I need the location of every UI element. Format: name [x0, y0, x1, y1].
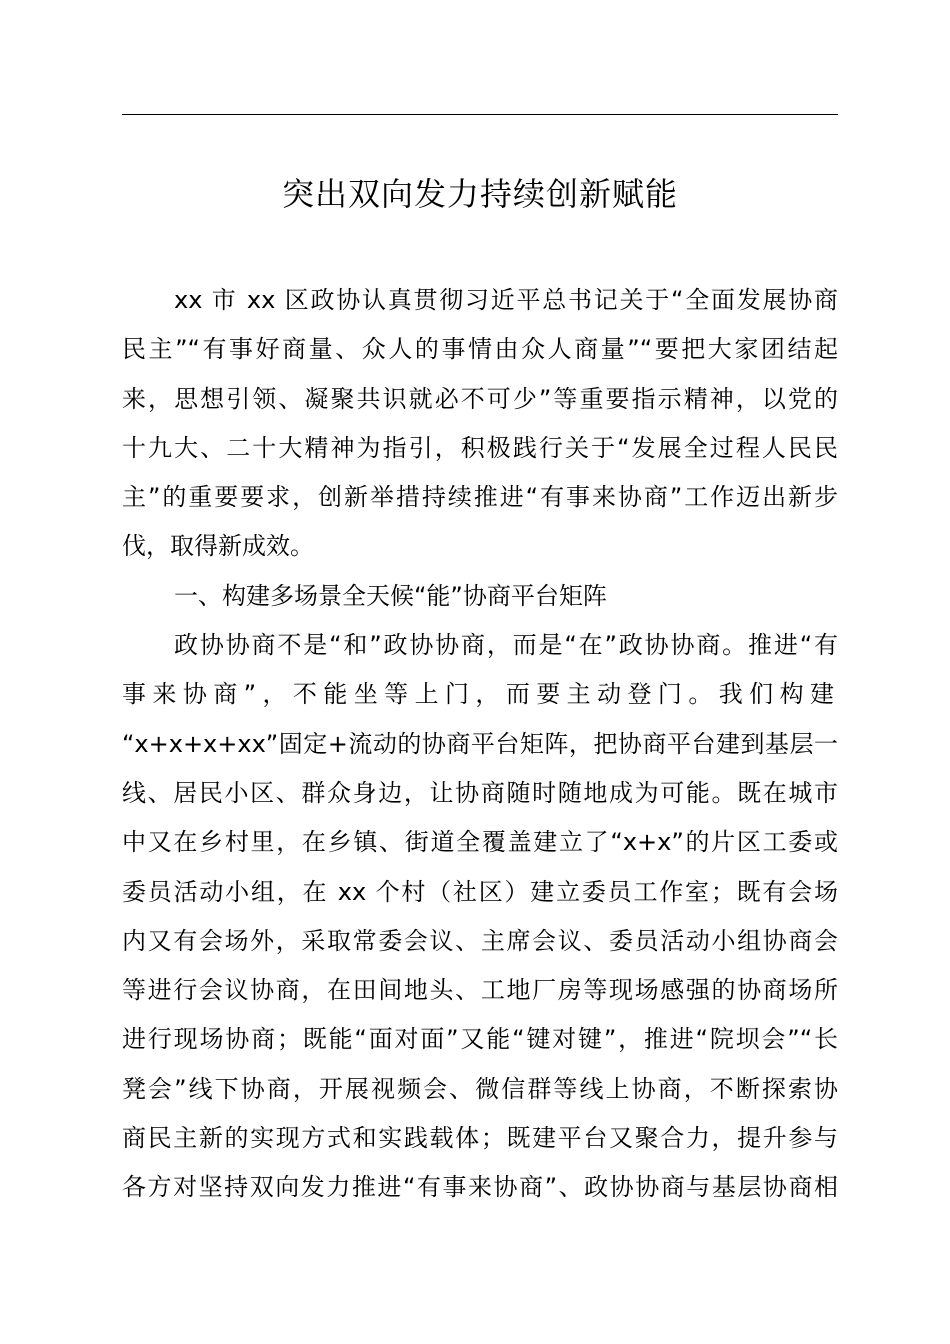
- paragraph-2-line-2: 事来协商”，不能坐等上门，而要主动登门。我们构建: [122, 680, 838, 709]
- paragraph-2-line-9: 进行现场协商；既能“面对面”又能“键对键”，推进“院坝会”“长: [122, 1025, 838, 1054]
- header-rule: [122, 114, 838, 115]
- paragraph-2-line-6: 委员活动小组，在 xx 个村（社区）建立委员工作室；既有会场: [122, 877, 838, 906]
- paragraph-2-line-10: 凳会”线下协商，开展视频会、微信群等线上协商，不断探索协: [122, 1074, 838, 1103]
- paragraph-1-line-2: 民主”“有事好商量、众人的事情由众人商量”“要把大家团结起: [122, 335, 838, 364]
- paragraph-2-line-12: 各方对坚持双向发力推进“有事来协商”、政协协商与基层协商相: [122, 1173, 838, 1202]
- paragraph-1-line-6: 伐，取得新成效。: [122, 532, 314, 561]
- paragraph-2-line-5: 中又在乡村里，在乡镇、街道全覆盖建立了“x+x”的片区工委或: [122, 828, 838, 857]
- paragraph-1-line-5: 主”的重要要求，创新举措持续推进“有事来协商”工作迈出新步: [122, 483, 838, 512]
- paragraph-2-line-11: 商民主新的实现方式和实践载体；既建平台又聚合力，提升参与: [122, 1124, 838, 1153]
- document-body: [122, 276, 838, 1213]
- paragraph-1-line-3: 来，思想引领、凝聚共识就必不可少”等重要指示精神，以党的: [122, 384, 838, 413]
- paragraph-2-line-3: “x+x+x+xx”固定+流动的协商平台矩阵，把协商平台建到基层一: [122, 729, 838, 758]
- paragraph-2-line-4: 线、居民小区、群众身边，让协商随时随地成为可能。既在城市: [122, 778, 838, 807]
- document-title: 突出双向发力持续创新赋能: [281, 175, 678, 213]
- paragraph-2-line-7: 内又有会场外，采取常委会议、主席会议、委员活动小组协商会: [122, 926, 838, 955]
- paragraph-1-line-4: 十九大、二十大精神为指引，积极践行关于“发展全过程人民民: [122, 433, 838, 462]
- section-heading-1: 一、构建多场景全天候“能”协商平台矩阵: [174, 581, 607, 610]
- paragraph-1-line-1: xx 市 xx 区政协认真贯彻习近平总书记关于“全面发展协商: [174, 286, 838, 314]
- paragraph-2-line-8: 等进行会议协商，在田间地头、工地厂房等现场感强的协商场所: [122, 976, 838, 1005]
- paragraph-2-line-1: 政协协商不是“和”政协协商，而是“在”政协协商。推进“有: [174, 631, 838, 660]
